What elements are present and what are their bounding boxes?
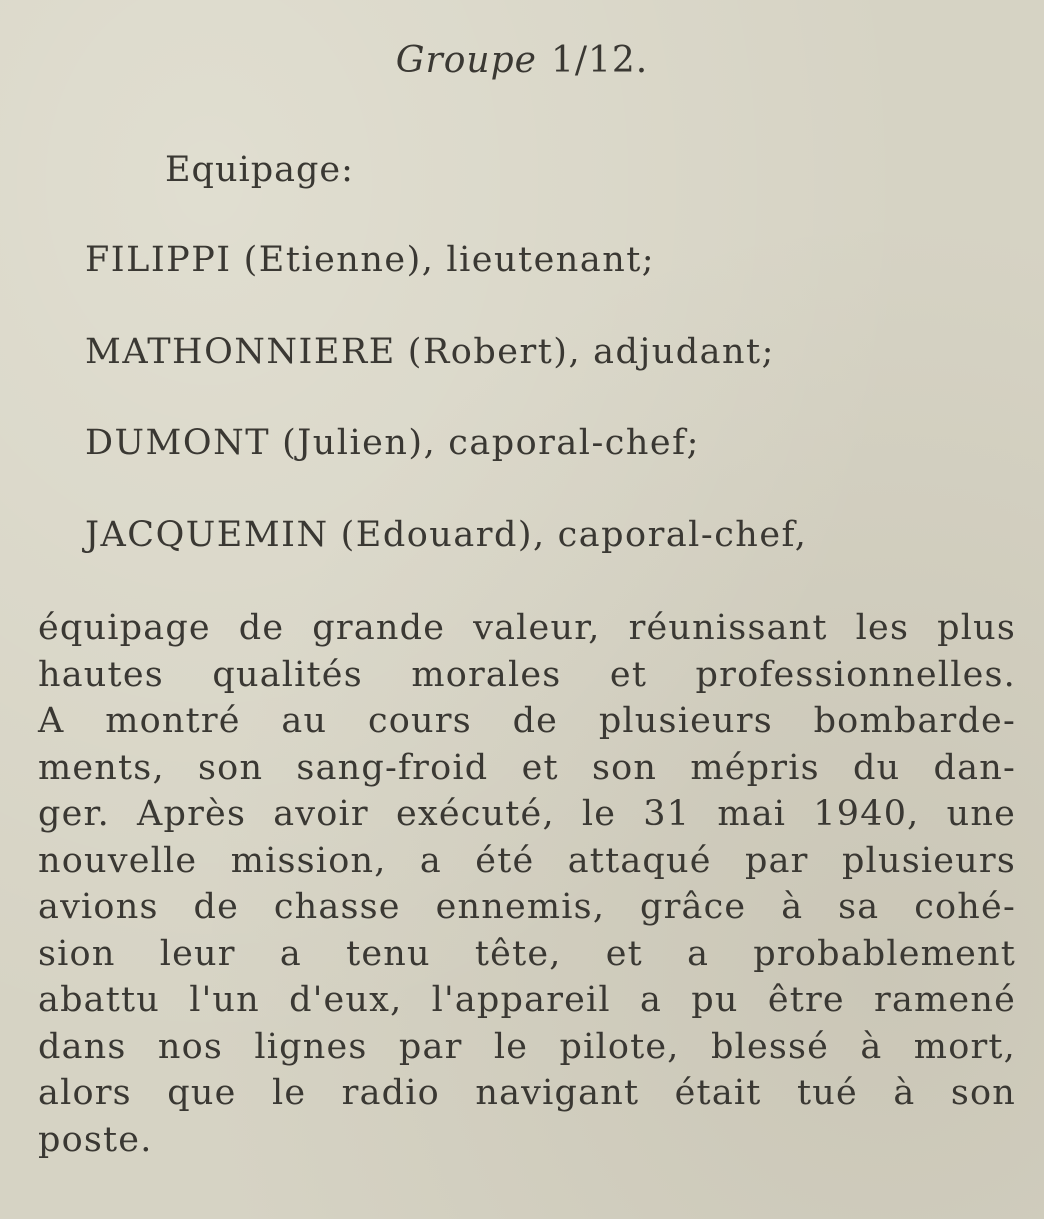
- crew-heading: Equipage:: [165, 150, 354, 190]
- crew-surname: JACQUEMIN: [85, 515, 329, 555]
- group-number: 1/12.: [550, 40, 649, 81]
- citation-line: nouvelle mission, a été attaqué par plusieurs: [38, 840, 1016, 881]
- citation-line: ments, son sang-froid et son mépris du dan-: [38, 747, 1016, 788]
- crew-member: [85, 332, 775, 372]
- citation-line: ger. Après avoir exécuté, le 31 mai 1940, une: [38, 794, 1016, 834]
- crew-given-name: (Etienne),: [243, 240, 435, 280]
- citation-line: abattu l'un d'eux, l'appareil a pu être ramené: [38, 980, 1016, 1020]
- citation-line: équipage de grande valeur, réunissant les plus: [38, 608, 1016, 648]
- citation-line: alors que le radio navigant était tué à son: [38, 1073, 1016, 1113]
- crew-given-name: (Julien),: [282, 423, 437, 463]
- group-label: Groupe: [395, 40, 537, 81]
- crew-surname: DUMONT: [85, 423, 271, 463]
- crew-surname: FILIPPI: [85, 240, 232, 280]
- crew-given-name: (Robert),: [407, 332, 582, 372]
- citation-line: dans nos lignes par le pilote, blessé à mort,: [38, 1026, 1016, 1067]
- citation-line: A montré au cours de plusieurs bombarde-: [38, 701, 1016, 741]
- citation-paragraph: [38, 605, 1016, 1163]
- crew-rank: caporal-chef;: [448, 423, 700, 463]
- crew-rank: adjudant;: [593, 332, 775, 372]
- crew-member: [85, 515, 807, 555]
- group-heading: [0, 40, 1044, 81]
- crew-given-name: (Edouard),: [340, 515, 546, 555]
- citation-line: avions de chasse ennemis, grâce à sa cohé-: [38, 887, 1016, 927]
- crew-surname: MATHONNIERE: [85, 332, 396, 372]
- citation-line: poste.: [38, 1119, 153, 1160]
- citation-line: hautes qualités morales et professionnelles.: [38, 654, 1016, 695]
- crew-member: [85, 423, 700, 463]
- citation-line: sion leur a tenu tête, et a probablement: [38, 933, 1016, 974]
- crew-member: [85, 240, 655, 280]
- crew-rank: caporal-chef,: [557, 515, 808, 555]
- crew-rank: lieutenant;: [446, 240, 656, 280]
